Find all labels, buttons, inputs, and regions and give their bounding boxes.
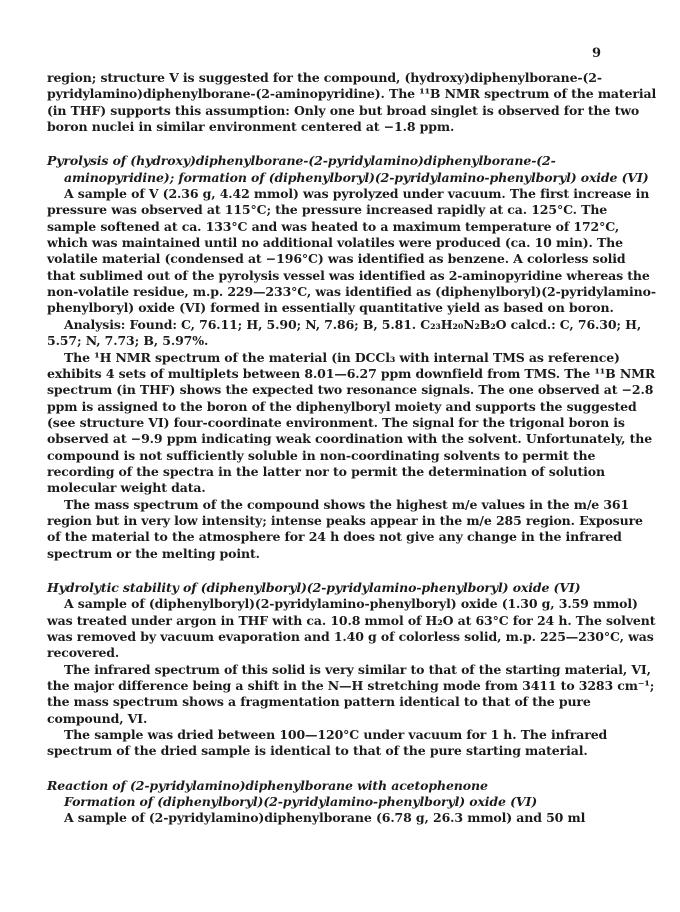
paragraph-infrared-comparison: The infrared spectrum of this solid is very similar to that of the starting material, VI, the major difference being a shift in the N—H stretching mode from 3411 to 3283 cm⁻¹; the mass spectrum shows a fragmentation pattern identical to that of the pure compound, VI. xyxy=(47,661,655,726)
section-heading-hydrolytic-stability: Hydrolytic stability of (diphenylboryl)(2-pyridylamino-phenylboryl) oxide (VI) xyxy=(47,579,581,595)
paragraph-drying: The sample was dried between 100—120°C under vacuum for 1 h. The infrared spectrum of the dried sample is identical to that of the pure starting material. xyxy=(47,727,608,759)
section-subheading-formation: Formation of (diphenylboryl)(2-pyridylamino-phenylboryl) oxide (VI) xyxy=(64,794,537,810)
section-heading-acetophenone-reaction: Reaction of (2-pyridylamino)diphenylborane with acetophenone xyxy=(47,777,488,793)
page-body xyxy=(47,70,657,827)
paragraph-analysis: Analysis: Found: C, 76.11; H, 5.90; N, 7.86; B, 5.81. C₂₃H₂₀N₂B₂O calcd.: C, 76.30; H, 5.57; N, 7.73; B, 5.97%. xyxy=(47,316,642,349)
paragraph-structure-v: region; structure V is suggested for the compound, (hydroxy)diphenylborane-(2-pyridylamino)diphenylborane-(2-aminopyridine). The ¹¹B NMR spectrum of the material (in THF) supports this assumption: Only one but broad singlet is observed for the two boron nuclei in similar environment centered at −1.8 ppm. xyxy=(47,70,657,135)
paragraph-nmr-spectrum: The ¹H NMR spectrum of the material (in DCCl₃ with internal TMS as reference) exhibits 4 sets of multiplets between 8.01—6.27 ppm downfield from TMS. The ¹¹B NMR spectrum (in THF) shows the expected two resonance signals. The one observed at −2.8 ppm is assigned to the boron of the diphenylboryl moiety and supports the suggested (see structure VI) four-coordinate environment. The signal for the trigonal boron is observed at −9.9 ppm indicating weak coordination with the solvent. Unfortunately, the compound is not sufficiently soluble in non-coordinating solvents to permit the recording of the spectra in the latter nor to permit the determination of solution molecular weight data. xyxy=(47,349,656,496)
paragraph-hydrolysis-procedure: A sample of (diphenylboryl)(2-pyridylamino-phenylboryl) oxide (1.30 g, 3.59 mmol) was treated under argon in THF with ca. 10.8 mmol of H₂O at 63°C for 24 h. The solvent was removed by vacuum evaporation and 1.40 g of colorless solid, m.p. 225—230°C, was recovered. xyxy=(47,596,656,661)
section-heading-pyrolysis: Pyrolysis of (hydroxy)diphenylborane-(2-pyridylamino)diphenylborane-(2-aminopyridine); formation of (diphenylboryl)(2-pyridylamino-phenylboryl) oxide (VI) xyxy=(47,153,649,185)
paragraph-acetophenone-procedure: A sample of (2-pyridylamino)diphenylborane (6.78 g, 26.3 mmol) and 50 ml xyxy=(64,810,586,826)
paragraph-mass-spectrum: The mass spectrum of the compound shows the highest m/e values in the m/e 361 region but in very low intensity; intense peaks appear in the m/e 285 region. Exposure of the material to the atmosphere for 24 h does not give any change in the infrared spectrum or the melting point. xyxy=(47,496,643,561)
paragraph-pyrolysis-procedure: A sample of V (2.36 g, 4.42 mmol) was pyrolyzed under vacuum. The first increase in pressure was observed at 115°C; the pressure increased rapidly at ca. 125°C. The sample softened at ca. 133°C and was heated to a maximum temperature of 172°C, which was maintained until no additional volatiles were produced (ca. 10 min). The volatile material (condensed at −196°C) was identified as benzene. A colorless solid that sublimed out of the pyrolysis vessel was identified as 2-aminopyridine whereas the non-volatile residue, m.p. 229—233°C, was identified as (diphenylboryl)(2-pyridylamino-phenylboryl) oxide (VI) formed in essentially quantitative yield as based on boron. xyxy=(47,186,656,316)
page-number: 9 xyxy=(592,46,602,61)
